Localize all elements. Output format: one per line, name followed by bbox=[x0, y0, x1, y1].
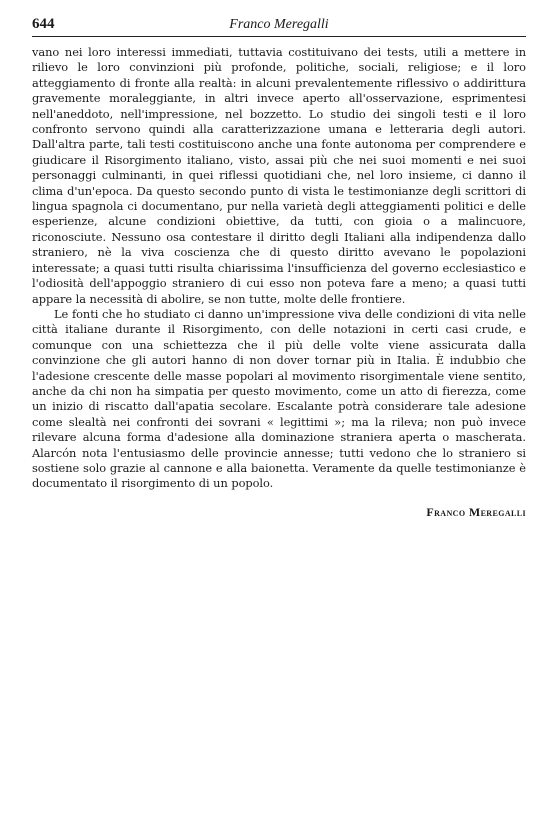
author-signature: Franco Meregalli bbox=[426, 504, 526, 519]
paragraph-continued: vano nei loro interessi immediati, tuttavia costituivano dei tests, utili a mettere in rilievo le loro convinzioni più profonde, politiche, sociali, religiose; e il loro atteggiamento di fronte alla realtà: in alcuni prevalentemente riflessivo o addirittura gravemente moraleggiante, in altri invece aperto all'osservazione, esprimentesi nell'aneddoto, nell'impressione, nel bozzetto. Lo studio dei singoli testi e il loro confronto servono quindi alla caratterizzazione umana e letteraria degli autori. Dall'altra parte, tali testi costituiscono anche una fonte autonoma per comprendere e giudicare il Risorgimento italiano, visto, assai più che nei suoi momenti e nei suoi personaggi culminanti, in quei riflessi quotidiani che, nel loro insieme, ci danno il clima d'un'epoca. Da questo secondo punto di vista le testimonianze degli scrittori di lingua spagnola ci documentano, pur nella varietà degli atteggiamenti politici e delle esperienze, alcune condizioni obiettive, da tutti, con gioia o a malincuore, riconosciute. Nessuno osa contestare il diritto degli Italiani alla indipendenza dallo straniero, nè la viva coscienza che di questo diritto avevano le popolazioni interessate; a quasi tutti risulta chiarissima l'insufficienza del governo ecclesiastico e l'odiosità dell'appoggio straniero di cui esso non poteva fare a meno; a quasi tutti appare la necessità di abolire, se non tutte, molte delle frontiere. bbox=[32, 45, 526, 306]
page-number: 644 bbox=[32, 16, 55, 32]
running-head bbox=[32, 14, 526, 37]
running-title: Franco Meregalli bbox=[229, 17, 329, 32]
body-text bbox=[32, 45, 526, 492]
page bbox=[32, 14, 526, 520]
paragraph-sources: Le fonti che ho studiato ci danno un'impressione viva delle condizioni di vita nelle città italiane durante il Risorgimento, con delle notazioni in certi casi crude, e comunque con una schiettezza che il più delle volte viene assicurata dalla convinzione che gli autori hanno di non dover tornar più in Italia. È indubbio che l'adesione crescente delle masse popolari al movimento risorgimentale viene sentito, anche da chi non ha simpatia per questo movimento, come un atto di fierezza, come un inizio di riscatto dall'apatia secolare. Escalante potrà considerare tale adesione come slealtà nei confronti dei sovrani « legittimi »; ma la rileva; non può invece rilevare alcuna forma d'adesione alla dominazione straniera aperta o mascherata. Alarcón nota l'entusiasmo delle provincie annesse; tutti vedono che lo straniero si sostiene solo grazie al cannone e alla baionetta. Veramente da quelle testimonianze è documentato il risorgimento di un popolo. bbox=[32, 306, 526, 491]
